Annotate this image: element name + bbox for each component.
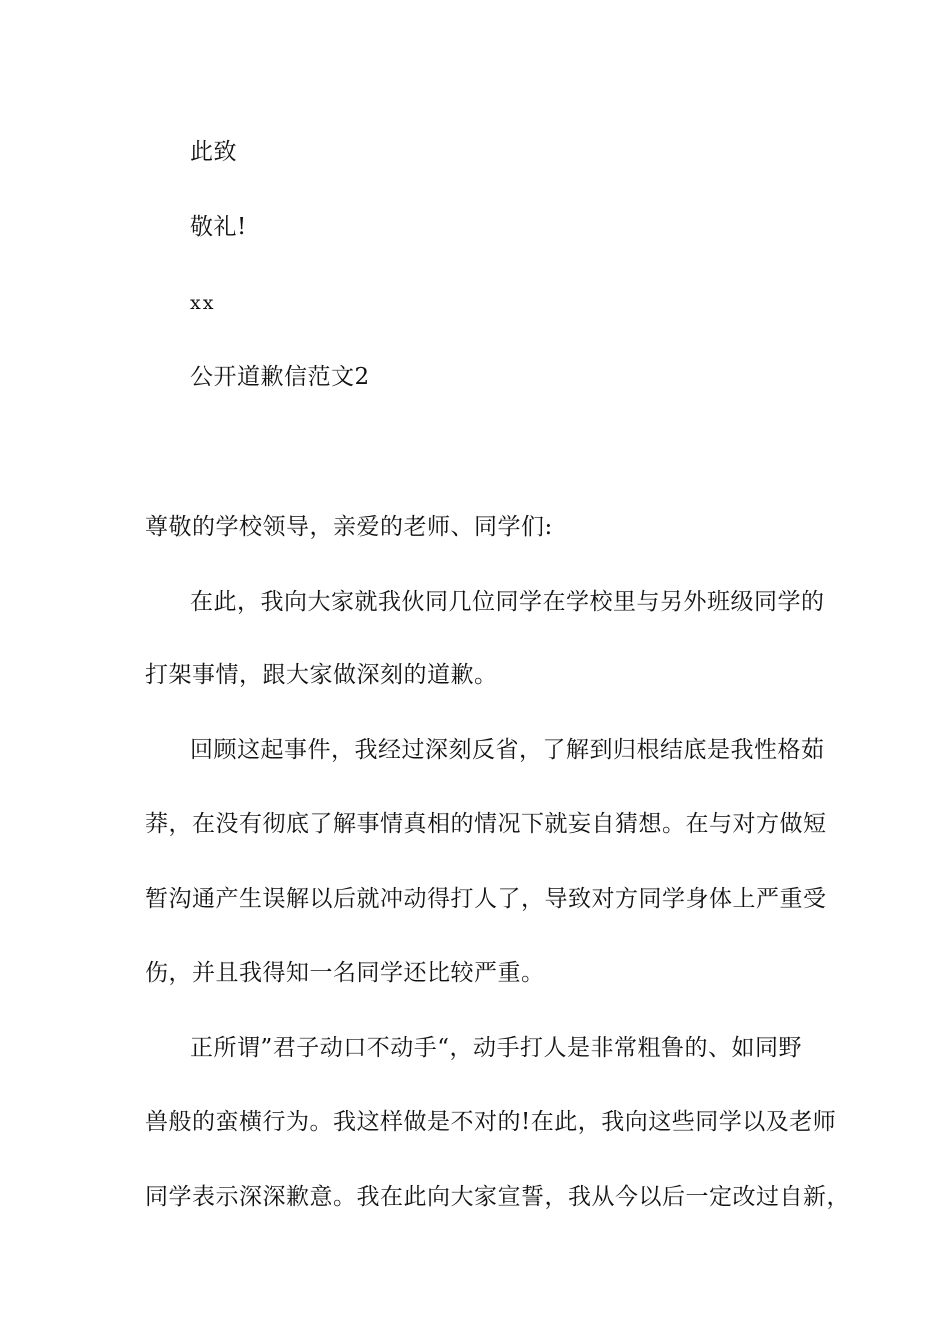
paragraph-line: 伤，并且我得知一名同学还比较严重。 <box>145 960 545 986</box>
paragraph-line: 暂沟通产生误解以后就冲动得打人了，导致对方同学身体上严重受 <box>145 886 827 912</box>
paragraph-line: 莽，在没有彻底了解事情真相的情况下就妄自猜想。在与对方做短 <box>145 811 827 837</box>
section-title: 公开道歉信范文2 <box>190 364 370 390</box>
signature: xx <box>190 292 216 314</box>
paragraph-line: 回顾这起事件，我经过深刻反省，了解到归根结底是我性格茹 <box>190 737 825 763</box>
paragraph-line: 在此，我向大家就我伙同几位同学在学校里与另外班级同学的 <box>190 589 825 615</box>
paragraph-line: 同学表示深深歉意。我在此向大家宣誓，我从今以后一定改过自新， <box>145 1184 850 1210</box>
paragraph-line: 正所谓”君子动口不动手“，动手打人是非常粗鲁的、如同野 <box>190 1035 803 1061</box>
closing-line-2: 敬礼! <box>190 214 247 240</box>
paragraph-line: 打架事情，跟大家做深刻的道歉。 <box>145 662 498 688</box>
closing-line-1: 此致 <box>190 139 237 165</box>
paragraph-line: 兽般的蛮横行为。我这样做是不对的!在此，我向这些同学以及老师 <box>145 1109 837 1135</box>
salutation: 尊敬的学校领导，亲爱的老师、同学们: <box>145 514 553 540</box>
